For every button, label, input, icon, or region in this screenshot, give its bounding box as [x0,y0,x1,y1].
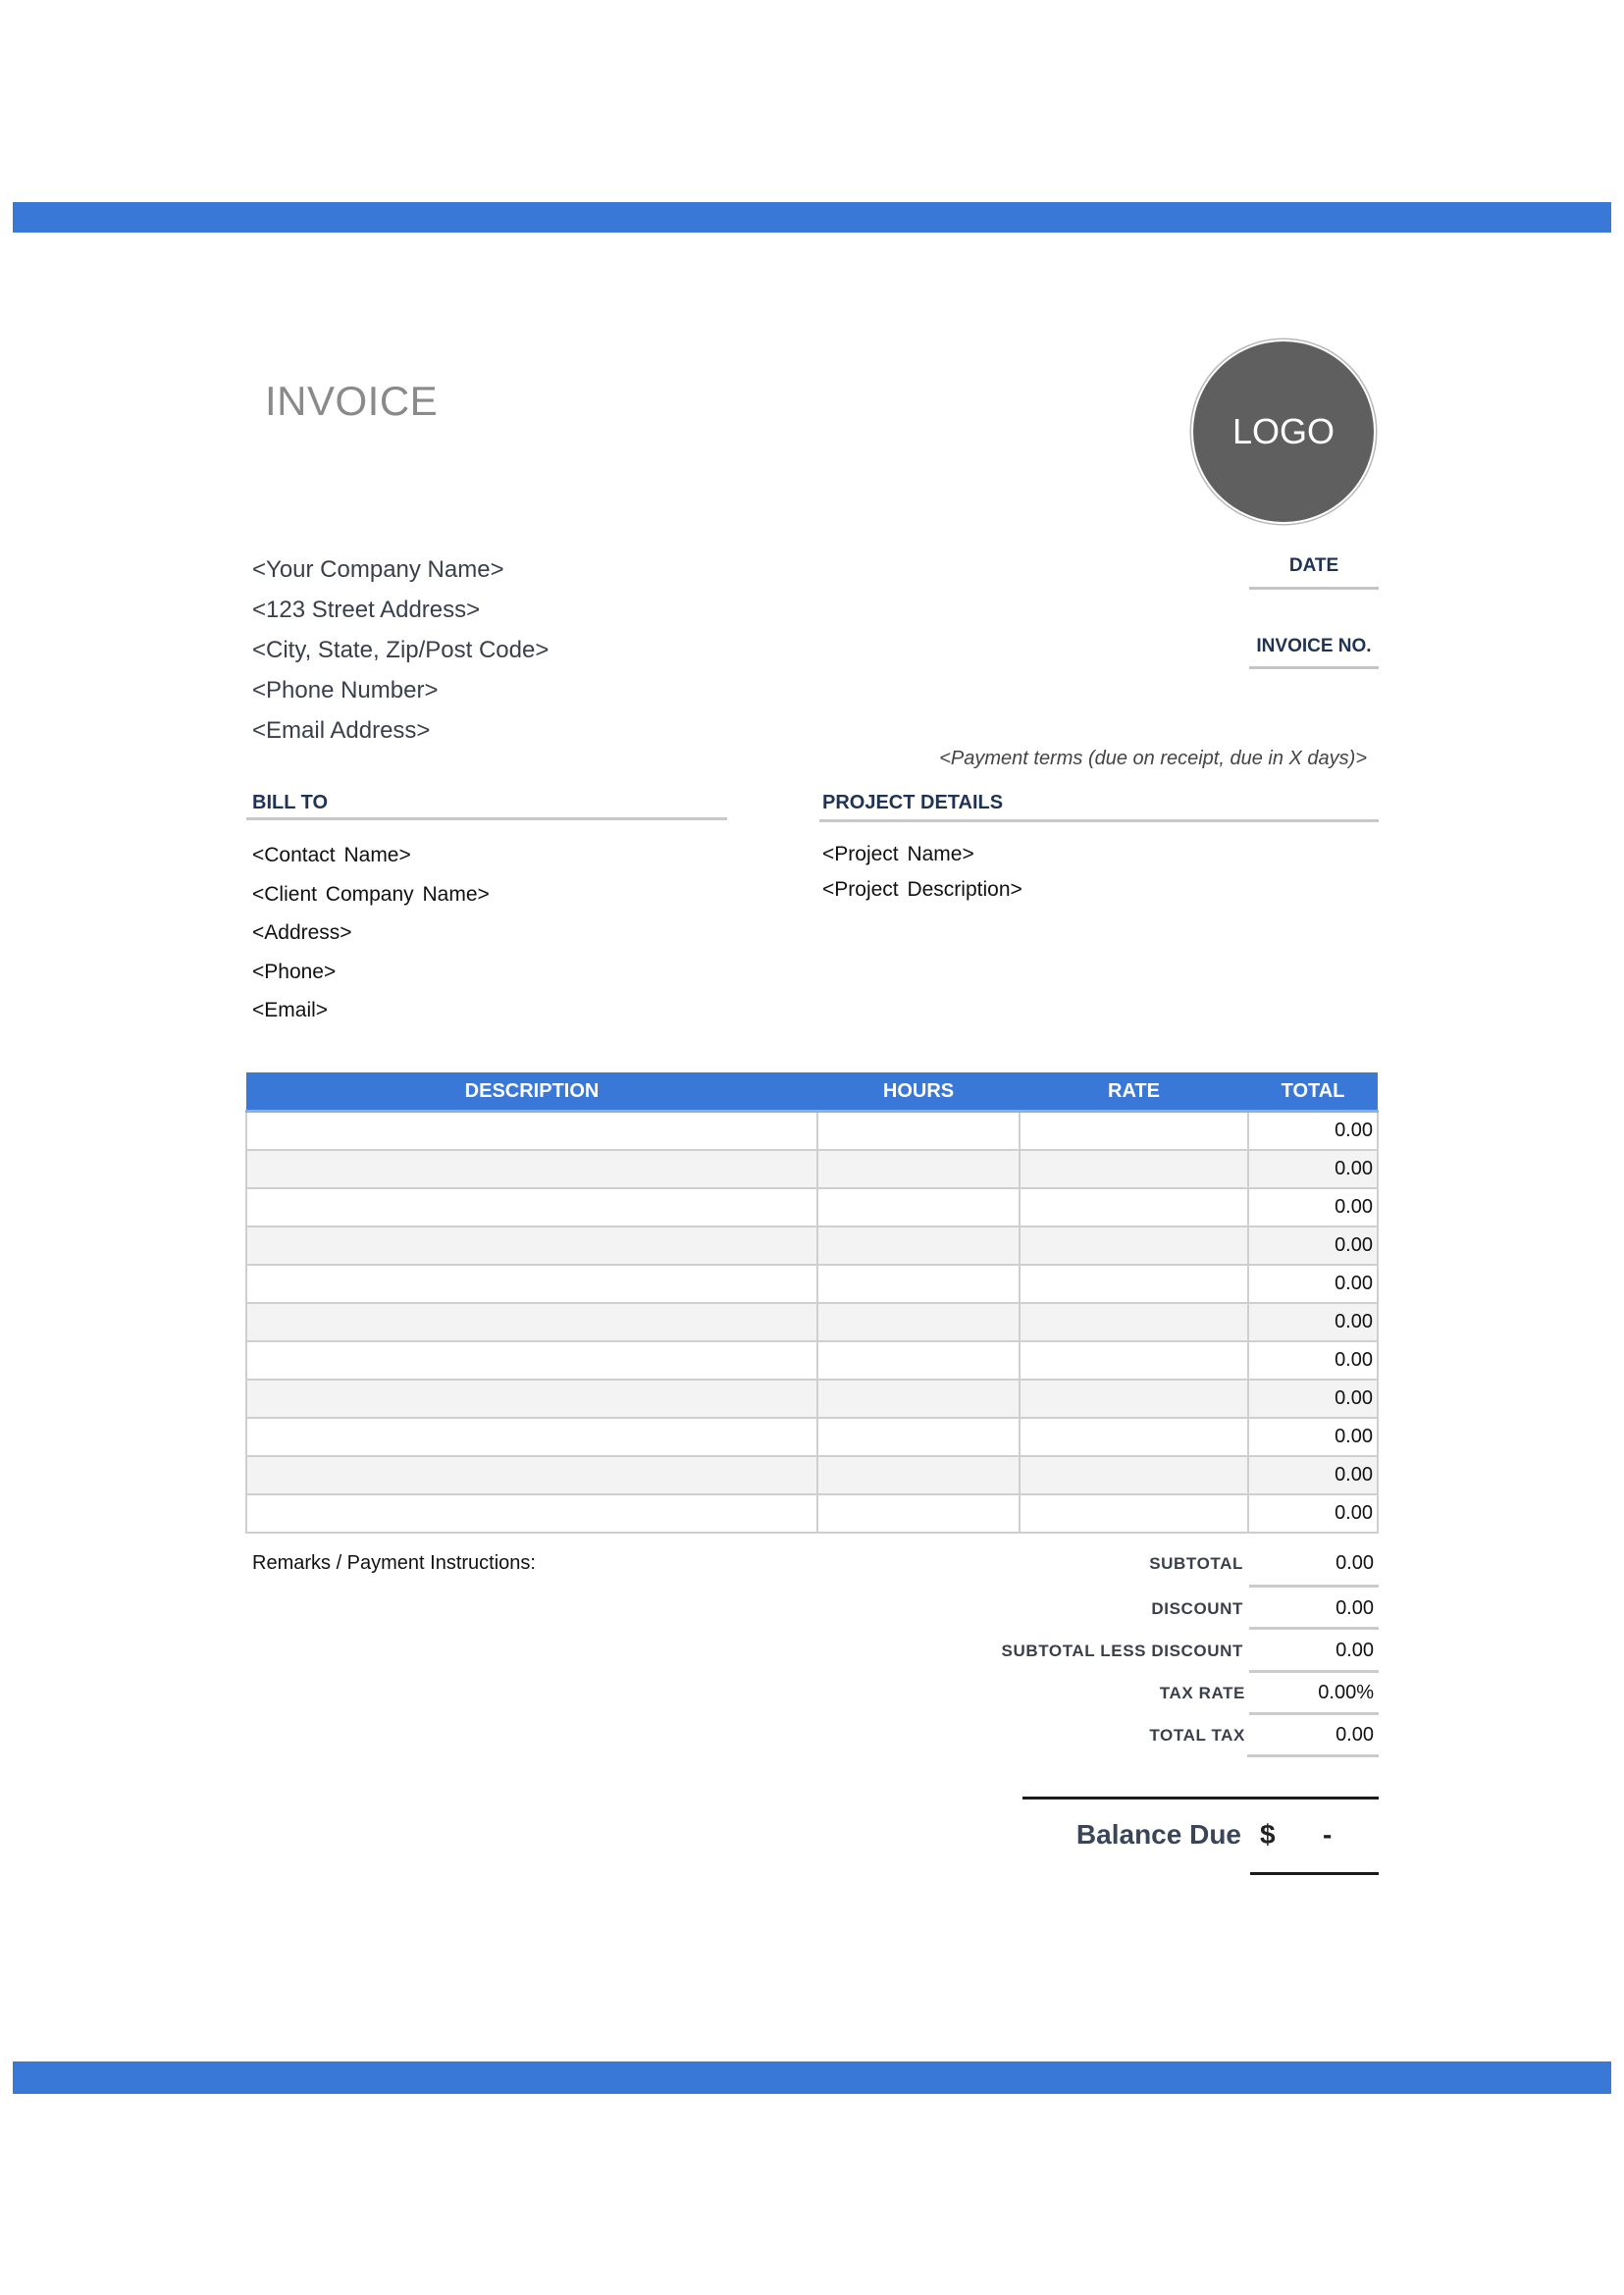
cell-description[interactable] [246,1494,817,1533]
cell-total: 0.00 [1248,1226,1378,1265]
balance-divider [1022,1797,1379,1799]
tax-rate-label: TAX RATE [1159,1684,1245,1702]
tax-rate-value[interactable]: 0.00% [1318,1682,1374,1703]
cell-rate[interactable] [1020,1265,1248,1303]
cell-total: 0.00 [1248,1494,1378,1533]
cell-total: 0.00 [1248,1341,1378,1380]
col-description: DESCRIPTION [246,1072,817,1112]
total-tax-label: TOTAL TAX [1149,1726,1245,1745]
payment-terms[interactable]: <Payment terms (due on receipt, due in X days)> [939,748,1367,769]
remarks-label[interactable]: Remarks / Payment Instructions: [252,1552,536,1574]
col-total: TOTAL [1248,1072,1378,1112]
bill-to-address[interactable]: <Address> [252,921,352,944]
cell-rate[interactable] [1020,1303,1248,1341]
cell-description[interactable] [246,1265,817,1303]
col-rate: RATE [1020,1072,1248,1112]
cell-total: 0.00 [1248,1380,1378,1418]
cell-total: 0.00 [1248,1112,1378,1151]
project-details-divider [819,819,1379,822]
cell-hours[interactable] [817,1265,1020,1303]
subtotal-underline [1249,1585,1379,1588]
cell-total: 0.00 [1248,1188,1378,1226]
cell-hours[interactable] [817,1456,1020,1494]
cell-rate[interactable] [1020,1188,1248,1226]
table-row [246,1456,1378,1494]
cell-rate[interactable] [1020,1112,1248,1151]
logo-text: LOGO [1231,411,1336,451]
cell-rate[interactable] [1020,1341,1248,1380]
cell-description[interactable] [246,1226,817,1265]
cell-description[interactable] [246,1303,817,1341]
date-field[interactable] [1249,587,1379,590]
table-header-row [246,1072,1378,1112]
invoice-no-label: INVOICE NO. [1256,636,1372,656]
balance-underline [1250,1872,1379,1875]
date-label: DATE [1288,555,1339,576]
tax-rate-underline [1249,1712,1379,1715]
subtotal-value: 0.00 [1336,1552,1374,1574]
project-name[interactable]: <Project Name> [822,843,974,865]
total-tax-underline [1247,1754,1379,1757]
bill-to-email[interactable]: <Email> [252,999,329,1021]
cell-hours[interactable] [817,1341,1020,1380]
bill-to-divider [246,817,727,820]
table-row [246,1112,1378,1151]
bill-to-list [252,836,490,1030]
discount-underline [1249,1627,1379,1630]
subtotal-less-discount-label: SUBTOTAL LESS DISCOUNT [1001,1642,1243,1660]
bill-to-heading: BILL TO [252,792,329,813]
company-city[interactable]: <City, State, Zip/Post Code> [252,637,550,663]
bill-to-company[interactable]: <Client Company Name> [252,882,490,906]
cell-description[interactable] [246,1341,817,1380]
cell-hours[interactable] [817,1418,1020,1456]
project-details-list [822,837,1022,908]
cell-rate[interactable] [1020,1456,1248,1494]
table-row [246,1226,1378,1265]
bottom-accent-bar [13,2061,1611,2094]
balance-currency: $ [1260,1819,1276,1850]
cell-hours[interactable] [817,1494,1020,1533]
cell-description[interactable] [246,1418,817,1456]
company-street[interactable]: <123 Street Address> [252,597,481,623]
invoice-no-field[interactable] [1249,666,1379,669]
cell-total: 0.00 [1248,1456,1378,1494]
company-info [252,549,549,751]
line-items-table [245,1072,1379,1534]
table-row [246,1188,1378,1226]
cell-rate[interactable] [1020,1150,1248,1188]
subtotal-label: SUBTOTAL [1149,1554,1243,1573]
table-row [246,1380,1378,1418]
project-description[interactable]: <Project Description> [822,878,1022,901]
table-row [246,1341,1378,1380]
balance-due-value: - [1323,1819,1333,1850]
subtotal-less-discount-underline [1249,1670,1379,1673]
company-name[interactable]: <Your Company Name> [252,556,504,583]
cell-description[interactable] [246,1380,817,1418]
table-row [246,1303,1378,1341]
cell-rate[interactable] [1020,1494,1248,1533]
col-hours: HOURS [817,1072,1020,1112]
cell-hours[interactable] [817,1303,1020,1341]
cell-total: 0.00 [1248,1303,1378,1341]
bill-to-phone[interactable]: <Phone> [252,960,337,983]
cell-total: 0.00 [1248,1418,1378,1456]
cell-rate[interactable] [1020,1418,1248,1456]
project-details-heading: PROJECT DETAILS [822,792,1004,813]
cell-description[interactable] [246,1188,817,1226]
cell-hours[interactable] [817,1226,1020,1265]
cell-hours[interactable] [817,1150,1020,1188]
table-row [246,1265,1378,1303]
table-row [246,1418,1378,1456]
cell-total: 0.00 [1248,1150,1378,1188]
bill-to-contact[interactable]: <Contact Name> [252,844,411,866]
table-row [246,1494,1378,1533]
cell-hours[interactable] [817,1112,1020,1151]
total-tax-value: 0.00 [1336,1724,1374,1746]
top-accent-bar [13,202,1611,233]
cell-rate[interactable] [1020,1226,1248,1265]
table-row [246,1150,1378,1188]
logo-placeholder[interactable] [1193,341,1374,522]
subtotal-less-discount-value: 0.00 [1336,1640,1374,1661]
cell-description[interactable] [246,1456,817,1494]
discount-label: DISCOUNT [1151,1599,1243,1618]
company-email[interactable]: <Email Address> [252,717,431,744]
cell-description[interactable] [246,1150,817,1188]
cell-rate[interactable] [1020,1380,1248,1418]
document-title: INVOICE [265,378,439,424]
balance-due-label: Balance Due [1075,1819,1241,1850]
company-phone[interactable]: <Phone Number> [252,677,439,704]
cell-total: 0.00 [1248,1265,1378,1303]
cell-hours[interactable] [817,1380,1020,1418]
cell-description[interactable] [246,1112,817,1151]
discount-value[interactable]: 0.00 [1336,1597,1374,1619]
cell-hours[interactable] [817,1188,1020,1226]
